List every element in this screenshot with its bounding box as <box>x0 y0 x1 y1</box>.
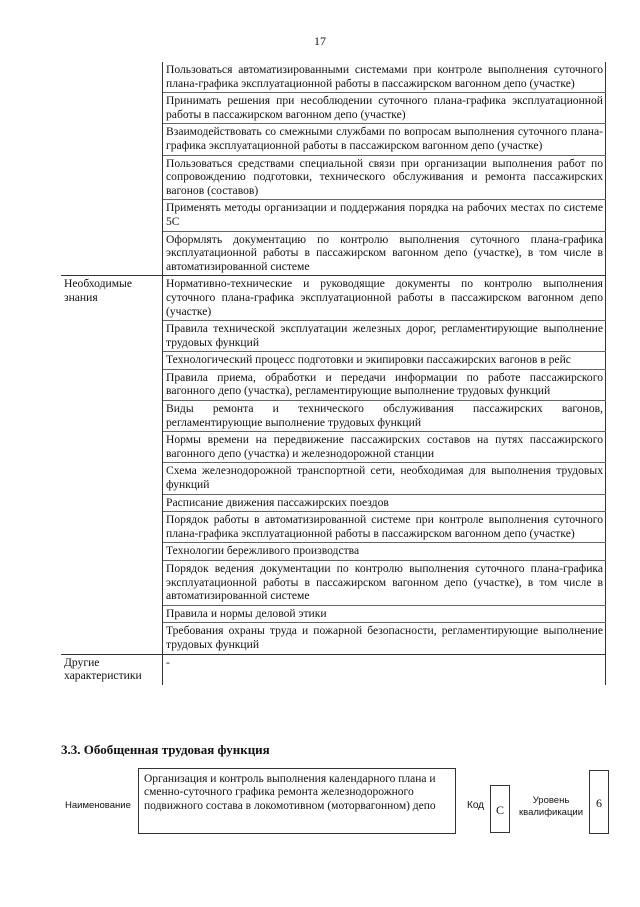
other-value: - <box>163 654 606 685</box>
table-row <box>61 512 606 543</box>
table-row <box>61 463 606 494</box>
table-row <box>61 432 606 463</box>
knowledge-cell: Правила и нормы деловой этики <box>163 605 606 623</box>
label-cell <box>61 432 163 463</box>
label-cell <box>61 124 163 155</box>
skill-cell: Пользоваться средствами специальной связи при организации выполнения работ по сопровождению подготовки, технического обслуживания и ремонта пассажирских вагонов (составов) <box>163 155 606 200</box>
skill-cell: Взаимодействовать со смежными службами по вопросам выполнения суточного плана-графика эксплуатационной работы в пассажирском вагонном депо (участке) <box>163 124 606 155</box>
name-value: Организация и контроль выполнения календарного плана и сменно-суточного графика ремонта железнодорожного подвижного состава в локомотивном (моторвагонном) депо <box>138 768 456 834</box>
other-label: Другие характеристики <box>61 654 163 685</box>
table-row <box>61 561 606 606</box>
table-row <box>61 352 606 370</box>
table-row <box>61 321 606 352</box>
table-row <box>61 623 606 654</box>
knowledge-cell: Технологии бережливого производства <box>163 543 606 561</box>
code-value: С <box>490 785 510 833</box>
table-row <box>61 124 606 155</box>
label-cell <box>61 321 163 352</box>
table-row <box>61 369 606 400</box>
name-label: Наименование <box>65 800 131 811</box>
knowledge-cell: Порядок ведения документации по контролю выполнения суточного плана-графика эксплуатационной работы в пассажирском вагонном депо (участке), в том числе в автоматизированной системе <box>163 561 606 606</box>
label-cell <box>61 93 163 124</box>
table-row <box>61 401 606 432</box>
knowledge-cell: Правила приема, обработки и передачи информации по работе пассажирского вагонного депо (участка), регламентирующие выполнение трудовых функций <box>163 369 606 400</box>
knowledge-cell: Схема железнодорожной транспортной сети, необходимая для выполнения трудовых функций <box>163 463 606 494</box>
label-cell <box>61 401 163 432</box>
label-cell <box>61 463 163 494</box>
table-row <box>61 605 606 623</box>
table-row <box>61 93 606 124</box>
knowledge-cell: Требования охраны труда и пожарной безопасности, регламентирующие выполнение трудовых функций <box>163 623 606 654</box>
section-title: 3.3. Обобщенная трудовая функция <box>61 742 270 757</box>
table-row <box>61 200 606 231</box>
level-value: 6 <box>589 770 609 834</box>
label-cell <box>61 352 163 370</box>
label-cell <box>61 231 163 276</box>
level-label: Уровень квалификации <box>518 795 584 818</box>
skill-cell: Пользоваться автоматизированными системами при контроле выполнения суточного плана-графика эксплуатационной работы в пассажирском вагонном депо (участке) <box>163 62 606 93</box>
label-cell <box>61 200 163 231</box>
table-row <box>61 543 606 561</box>
table-row <box>61 62 606 93</box>
skill-cell: Применять методы организации и поддержания порядка на рабочих местах по системе 5С <box>163 200 606 231</box>
knowledge-cell: Виды ремонта и технического обслуживания пассажирских вагонов, регламентирующие выполнение трудовых функций <box>163 401 606 432</box>
label-cell <box>61 623 163 654</box>
label-cell <box>61 512 163 543</box>
label-cell <box>61 543 163 561</box>
label-cell <box>61 62 163 93</box>
table-row <box>61 494 606 512</box>
knowledge-cell: Нормативно-технические и руководящие документы по контролю выполнения суточного плана-графика эксплуатационной работы в пассажирском вагонном депо (участке) <box>163 276 606 321</box>
label-cell <box>61 605 163 623</box>
skill-cell: Принимать решения при несоблюдении суточного плана-графика эксплуатационной работы в пассажирском вагонном депо (участке) <box>163 93 606 124</box>
table-row <box>61 276 606 321</box>
label-cell <box>61 155 163 200</box>
knowledge-cell: Расписание движения пассажирских поездов <box>163 494 606 512</box>
page-number: 17 <box>314 34 326 48</box>
table-row <box>61 155 606 200</box>
table-row <box>61 231 606 276</box>
skills-knowledge-table <box>61 62 606 685</box>
table-row <box>61 654 606 685</box>
label-cell <box>61 494 163 512</box>
skill-cell: Оформлять документацию по контролю выполнения суточного плана-графика эксплуатационной работы в пассажирском вагонном депо (участке), в том числе в автоматизированной системе <box>163 231 606 276</box>
knowledge-cell: Нормы времени на передвижение пассажирских составов на путях пассажирского вагонного депо (участка) и железнодорожной станции <box>163 432 606 463</box>
knowledge-cell: Порядок работы в автоматизированной системе при контроле выполнения суточного плана-графика эксплуатационной работы в пассажирском вагонном депо (участке) <box>163 512 606 543</box>
knowledge-label: Необходимые знания <box>61 276 163 321</box>
label-cell <box>61 369 163 400</box>
label-cell <box>61 561 163 606</box>
code-label: Код <box>467 800 485 811</box>
knowledge-cell: Правила технической эксплуатации железных дорог, регламентирующие выполнение трудовых функций <box>163 321 606 352</box>
knowledge-cell: Технологический процесс подготовки и экипировки пассажирских вагонов в рейс <box>163 352 606 370</box>
